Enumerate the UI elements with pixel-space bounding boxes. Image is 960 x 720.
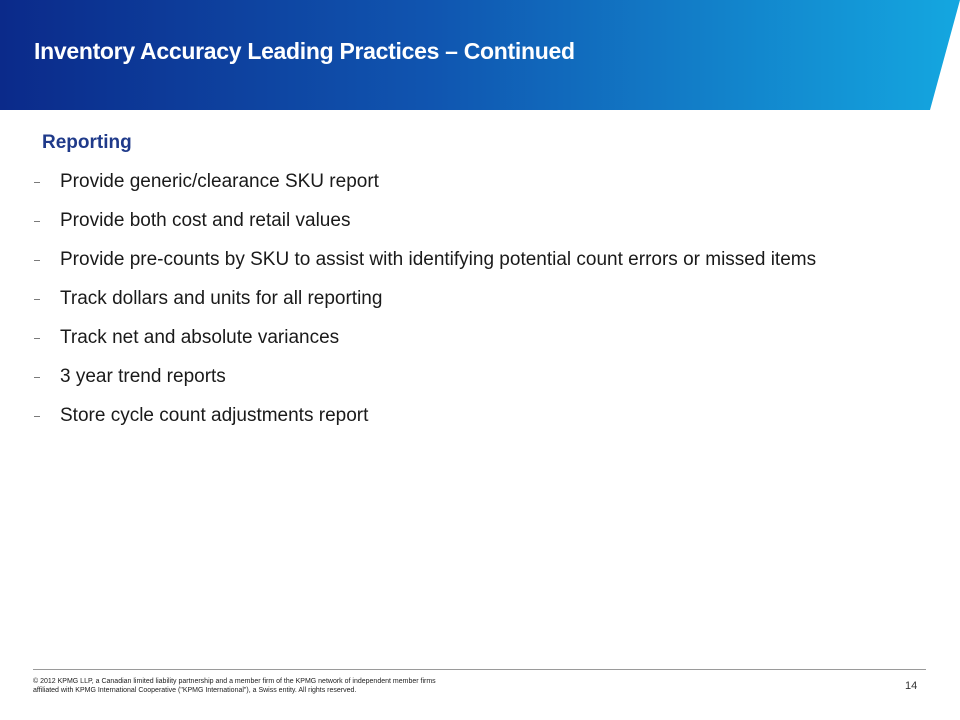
bullet-text: Provide both cost and retail values (60, 210, 351, 231)
dash-bullet-icon (34, 377, 40, 378)
dash-bullet-icon (34, 416, 40, 417)
bullet-item (34, 287, 894, 311)
bullet-text: Track dollars and units for all reporting (60, 288, 383, 309)
dash-bullet-icon (34, 260, 40, 261)
section-heading-reporting: Reporting (42, 132, 132, 153)
bullet-item (34, 248, 894, 272)
footer-copyright (33, 677, 513, 695)
footer-copyright-line-1: © 2012 KPMG LLP, a Canadian limited liability partnership and a member firm of the KPMG network of independent member firms (33, 678, 436, 685)
bullet-item (34, 404, 894, 428)
dash-bullet-icon (34, 299, 40, 300)
bullet-item (34, 326, 894, 350)
slide-title: Inventory Accuracy Leading Practices – Continued (34, 38, 575, 64)
footer-divider (33, 669, 926, 670)
bullet-text: Store cycle count adjustments report (60, 405, 369, 426)
bullet-item (34, 209, 894, 233)
page-number: 14 (905, 680, 918, 692)
bullet-text: 3 year trend reports (60, 366, 226, 387)
footer-copyright-line-2: affiliated with KPMG International Cooperative ("KPMG International"), a Swiss entity. All rights reserved. (33, 687, 357, 694)
bullet-text: Track net and absolute variances (60, 327, 340, 348)
bullet-text: Provide generic/clearance SKU report (60, 171, 379, 192)
bullet-item (34, 170, 894, 194)
reporting-bullet-list (34, 170, 894, 443)
bullet-text: Provide pre-counts by SKU to assist with identifying potential count errors or missed items (60, 249, 817, 270)
dash-bullet-icon (34, 338, 40, 339)
dash-bullet-icon (34, 182, 40, 183)
bullet-item (34, 365, 894, 389)
dash-bullet-icon (34, 221, 40, 222)
